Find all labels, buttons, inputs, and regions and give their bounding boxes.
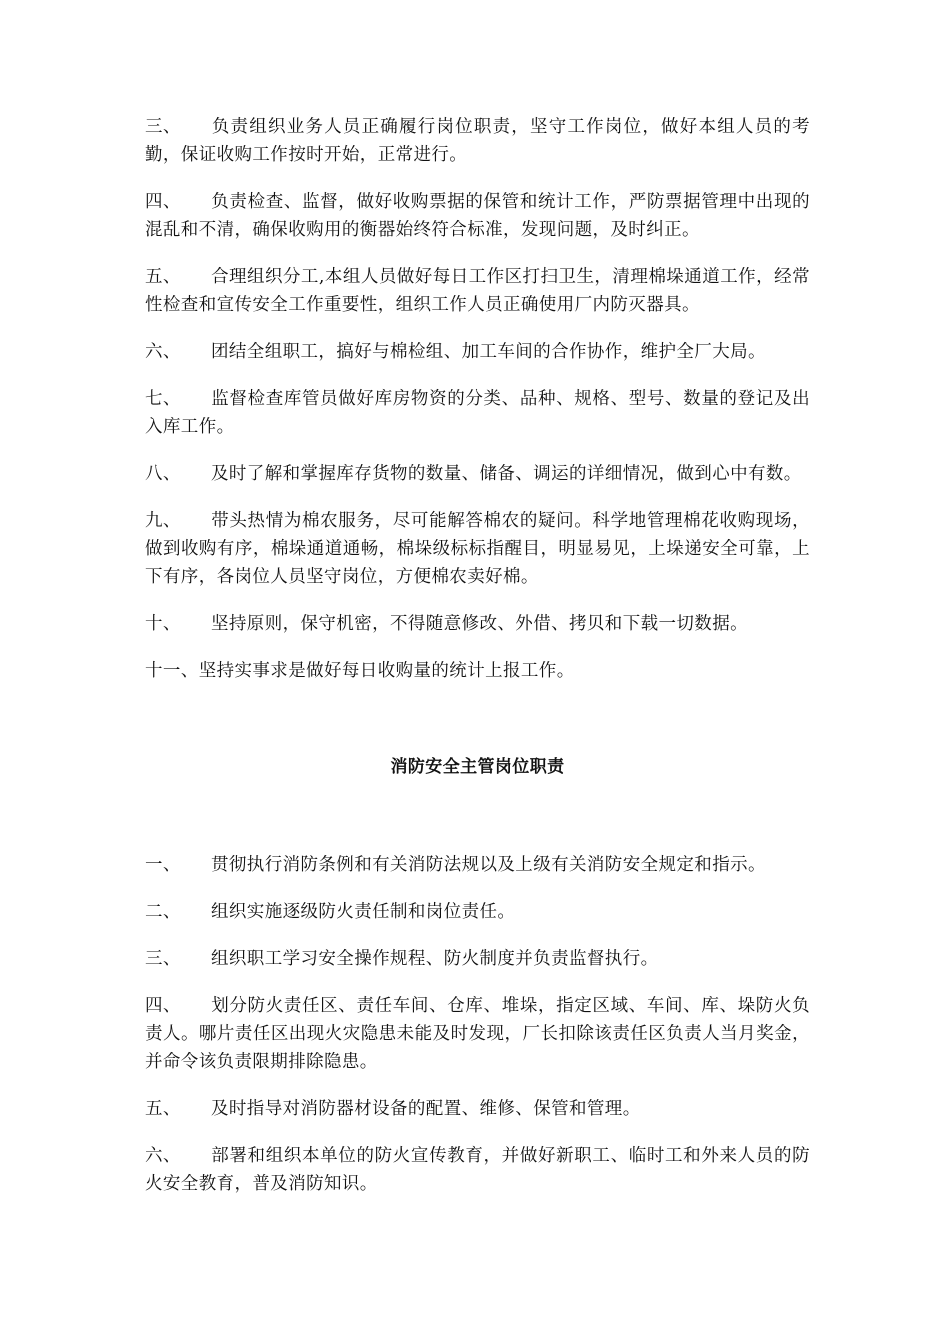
item-number: 四、	[145, 192, 181, 212]
section-1	[145, 113, 810, 685]
list-item	[145, 338, 810, 366]
item-number: 三、	[145, 949, 181, 969]
item-text: 监督检查库管员做好库房物资的分类、品种、规格、型号、数量的登记及出入库工作。	[145, 389, 810, 437]
item-number: 五、	[145, 1099, 181, 1119]
item-number: 三、	[145, 117, 181, 137]
item-number: 七、	[145, 389, 181, 409]
item-text: 负责检查、监督，做好收购票据的保管和统计工作，严防票据管理中出现的混乱和不清，确保收购用的衡器始终符合标准，发现问题，及时纠正。	[145, 192, 810, 240]
list-item	[145, 113, 810, 169]
list-item	[145, 610, 810, 638]
list-item	[145, 188, 810, 244]
item-text: 坚持原则，保守机密，不得随意修改、外借、拷贝和下载一切数据。	[211, 614, 748, 634]
list-item	[145, 657, 810, 685]
item-number: 八、	[145, 464, 181, 484]
document-page	[145, 113, 810, 1217]
item-text: 贯彻执行消防条例和有关消防法规以及上级有关消防安全规定和指示。	[211, 855, 766, 875]
list-item	[145, 945, 810, 973]
item-number: 二、	[145, 902, 181, 922]
item-number: 十一、	[145, 661, 199, 681]
item-number: 十、	[145, 614, 181, 634]
list-item	[145, 898, 810, 926]
section-title: 消防安全主管岗位职责	[390, 757, 565, 777]
item-number: 四、	[145, 996, 181, 1016]
item-number: 六、	[145, 1146, 181, 1166]
list-item	[145, 460, 810, 488]
list-item	[145, 851, 810, 879]
item-number: 一、	[145, 855, 181, 875]
item-number: 六、	[145, 342, 181, 362]
item-text: 部署和组织本单位的防火宣传教育，并做好新职工、临时工和外来人员的防火安全教育，普及消防知识。	[145, 1146, 810, 1194]
item-text: 带头热情为棉农服务，尽可能解答棉农的疑问。科学地管理棉花收购现场，做到收购有序，棉垛通道通畅，棉垛级标标指醒目，明显易见，上垛递安全可靠，上下有序，各岗位人员坚守岗位，方便棉农卖好棉。	[145, 511, 810, 587]
item-number: 九、	[145, 511, 181, 531]
list-item	[145, 507, 810, 591]
item-text: 团结全组职工，搞好与棉检组、加工车间的合作协作，维护全厂大局。	[211, 342, 766, 362]
item-text: 组织实施逐级防火责任制和岗位责任。	[211, 902, 516, 922]
list-item	[145, 1095, 810, 1123]
spacer	[145, 781, 810, 851]
item-text: 合理组织分工,本组人员做好每日工作区打扫卫生，清理棉垛通道工作，经常性检查和宣传安全工作重要性，组织工作人员正确使用厂内防灭器具。	[145, 267, 810, 315]
item-number: 五、	[145, 267, 181, 287]
list-item	[145, 263, 810, 319]
item-text: 及时了解和掌握库存货物的数量、储备、调运的详细情况，做到心中有数。	[211, 464, 802, 484]
list-item	[145, 992, 810, 1076]
item-text: 负责组织业务人员正确履行岗位职责，坚守工作岗位，做好本组人员的考勤，保证收购工作按时开始，正常进行。	[145, 117, 810, 165]
list-item	[145, 385, 810, 441]
item-text: 及时指导对消防器材设备的配置、维修、保管和管理。	[211, 1099, 641, 1119]
spacer	[145, 704, 810, 753]
item-text: 坚持实事求是做好每日收购量的统计上报工作。	[198, 661, 575, 681]
section-2	[145, 851, 810, 1198]
list-item	[145, 1142, 810, 1198]
item-text: 划分防火责任区、责任车间、仓库、堆垛，指定区域、车间、库、垛防火负责人。哪片责任区出现火灾隐患未能及时发现，厂长扣除该责任区负责人当月奖金，并命令该负责限期排除隐患。	[145, 996, 810, 1072]
item-text: 组织职工学习安全操作规程、防火制度并负责监督执行。	[211, 949, 659, 969]
